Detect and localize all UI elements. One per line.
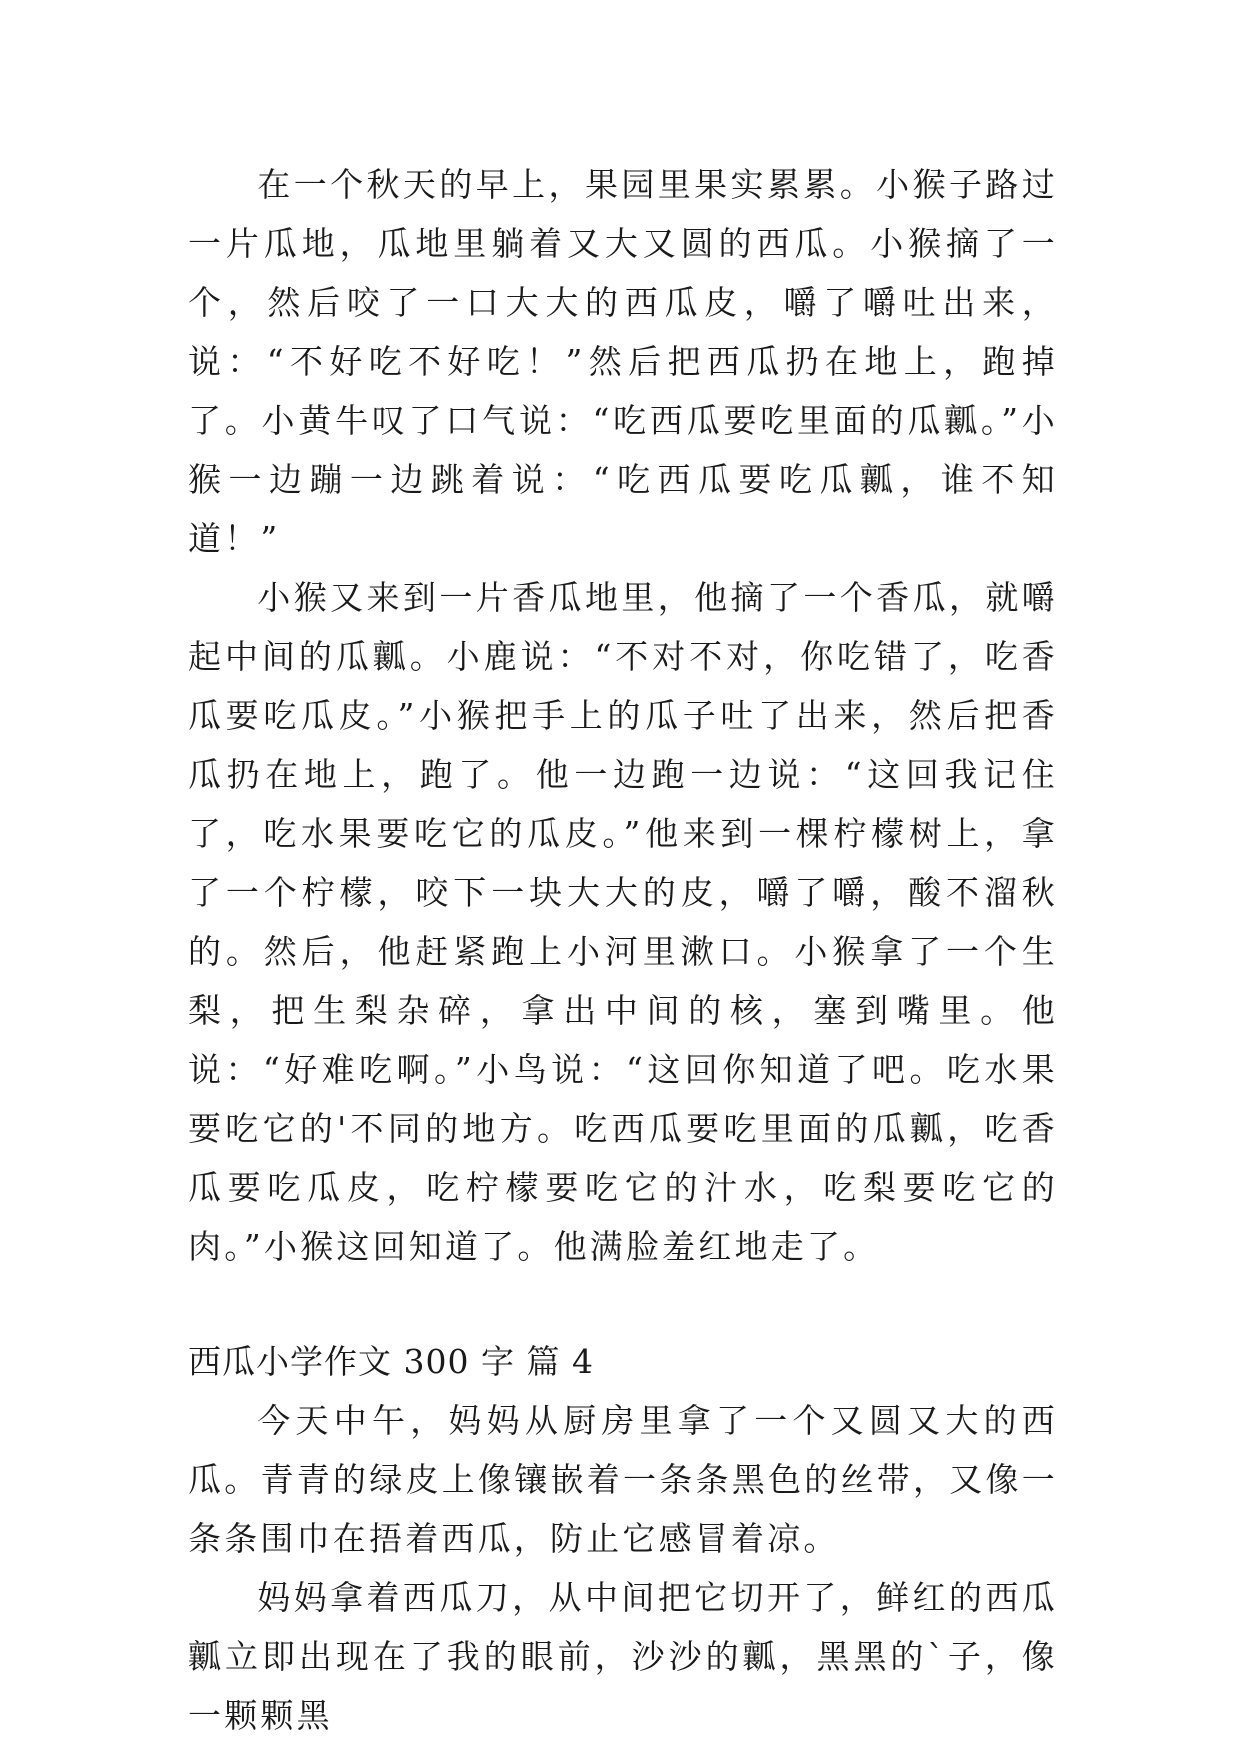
paragraph: 今天中午，妈妈从厨房里拿了一个又圆又大的西瓜。青青的绿皮上像镶嵌着一条条黑色的丝带，又像一条条围巾在捂着西瓜，防止它感冒着凉。 — [188, 1401, 1058, 1558]
document-page — [188, 155, 1058, 1745]
paragraph: 妈妈拿着西瓜刀，从中间把它切开了，鲜红的西瓜瓤立即出现在了我的眼前，沙沙的瓤，黑黑的`子，像一颗颗黑 — [188, 1578, 1058, 1735]
paragraph: 小猴又来到一片香瓜地里，他摘了一个香瓜，就嚼起中间的瓜瓤。小鹿说：“不对不对，你吃错了，吃香瓜要吃瓜皮。”小猴把手上的瓜子吐了出来，然后把香瓜扔在地上，跑了。他一边跑一边说：“这回我记住了，吃水果要吃它的瓜皮。”他来到一棵柠檬树上，拿了一个柠檬，咬下一块大大的皮，嚼了嚼，酸不溜秋的。然后，他赶紧跑上小河里漱口。小猴拿了一个生梨，把生梨杂碎，拿出中间的核，塞到嘴里。他说：“好难吃啊。”小鸟说：“这回你知道了吧。吃水果要吃它的'不同的地方。吃西瓜要吃里面的瓜瓤，吃香瓜要吃瓜皮，吃柠檬要吃它的汁水，吃梨要吃它的肉。”小猴这回知道了。他满脸羞红地走了。 — [188, 578, 1058, 1266]
section-gap — [188, 1276, 1058, 1332]
section-heading: 西瓜小学作文 300 字 篇 4 — [188, 1342, 594, 1381]
paragraph: 在一个秋天的早上，果园里果实累累。小猴子路过一片瓜地，瓜地里躺着又大又圆的西瓜。小猴摘了一个，然后咬了一口大大的西瓜皮，嚼了嚼吐出来，说：“不好吃不好吃！”然后把西瓜扔在地上，跑掉了。小黄牛叹了口气说：“吃西瓜要吃里面的瓜瓤。”小猴一边蹦一边跳着说：“吃西瓜要吃瓜瓤，谁不知道！” — [188, 165, 1058, 558]
